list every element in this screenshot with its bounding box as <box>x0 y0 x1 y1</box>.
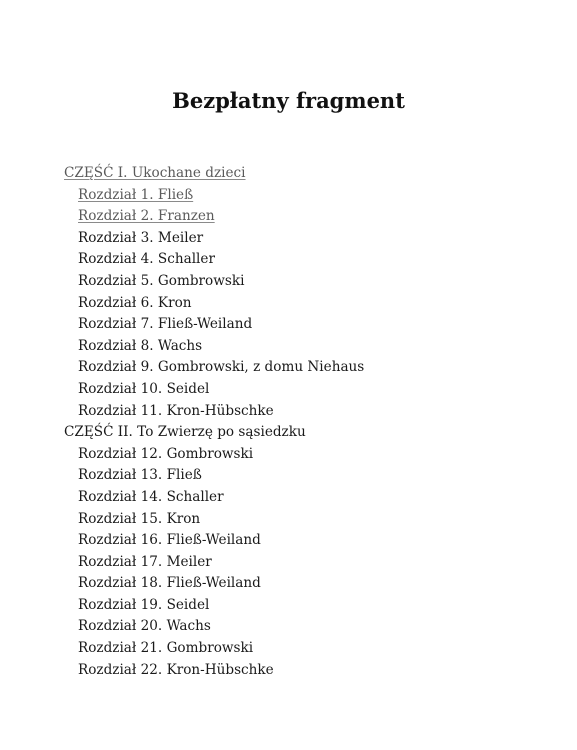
toc-chapter-item <box>64 616 544 638</box>
toc-chapter-item <box>64 293 544 315</box>
toc-label: Rozdział 7. Fließ-Weiland <box>78 316 253 333</box>
toc-label: Rozdział 20. Wachs <box>78 618 211 635</box>
toc-label: Rozdział 9. Gombrowski, z domu Niehaus <box>78 359 365 376</box>
toc-chapter-item <box>64 271 544 293</box>
toc-label: Rozdział 21. Gombrowski <box>78 640 254 657</box>
toc-chapter-item <box>64 595 544 617</box>
toc-link[interactable]: CZĘŚĆ I. Ukochane dzieci <box>64 165 246 181</box>
toc-chapter-item <box>64 357 544 379</box>
toc-chapter-item <box>64 660 544 682</box>
toc-label: Rozdział 3. Meiler <box>78 229 204 246</box>
toc-link[interactable]: Rozdział 2. Franzen <box>78 208 215 225</box>
toc-chapter-item <box>64 638 544 660</box>
toc-chapter-item <box>64 401 544 423</box>
toc-label: Rozdział 22. Kron-Hübschke <box>78 661 274 678</box>
toc-part-item[interactable] <box>64 163 544 185</box>
toc-chapter-item <box>64 228 544 250</box>
toc-chapter-item <box>64 336 544 358</box>
toc-link[interactable]: Rozdział 1. Fließ <box>78 186 194 203</box>
toc-label: Rozdział 4. Schaller <box>78 251 215 268</box>
toc-label: Rozdział 15. Kron <box>78 510 201 527</box>
toc-label: Rozdział 14. Schaller <box>78 488 224 505</box>
toc-label: Rozdział 10. Seidel <box>78 380 210 397</box>
toc-label: Rozdział 16. Fließ-Weiland <box>78 532 261 549</box>
toc-chapter-item[interactable] <box>64 185 544 207</box>
toc-label: Rozdział 8. Wachs <box>78 337 203 354</box>
toc-part-item <box>64 422 544 444</box>
toc-label: Rozdział 5. Gombrowski <box>78 272 245 289</box>
toc-chapter-item <box>64 552 544 574</box>
toc-label: CZĘŚĆ II. To Zwierzę po sąsiedzku <box>64 424 306 441</box>
toc-label: Rozdział 12. Gombrowski <box>78 445 254 462</box>
toc-chapter-item <box>64 509 544 531</box>
toc-label: Rozdział 19. Seidel <box>78 596 210 613</box>
toc-chapter-item[interactable] <box>64 206 544 228</box>
toc-label: Rozdział 13. Fließ <box>78 467 202 484</box>
toc-chapter-item <box>64 314 544 336</box>
toc-label: Rozdział 6. Kron <box>78 294 192 311</box>
toc-label: Rozdział 11. Kron-Hübschke <box>78 402 274 419</box>
toc-chapter-item <box>64 249 544 271</box>
page-title: Bezpłatny fragment <box>172 88 405 113</box>
table-of-contents <box>64 163 544 681</box>
toc-chapter-item <box>64 444 544 466</box>
toc-chapter-item <box>64 573 544 595</box>
toc-chapter-item <box>64 487 544 509</box>
toc-label: Rozdział 18. Fließ-Weiland <box>78 575 261 592</box>
toc-chapter-item <box>64 465 544 487</box>
toc-label: Rozdział 17. Meiler <box>78 553 212 570</box>
toc-chapter-item <box>64 379 544 401</box>
toc-chapter-item <box>64 530 544 552</box>
